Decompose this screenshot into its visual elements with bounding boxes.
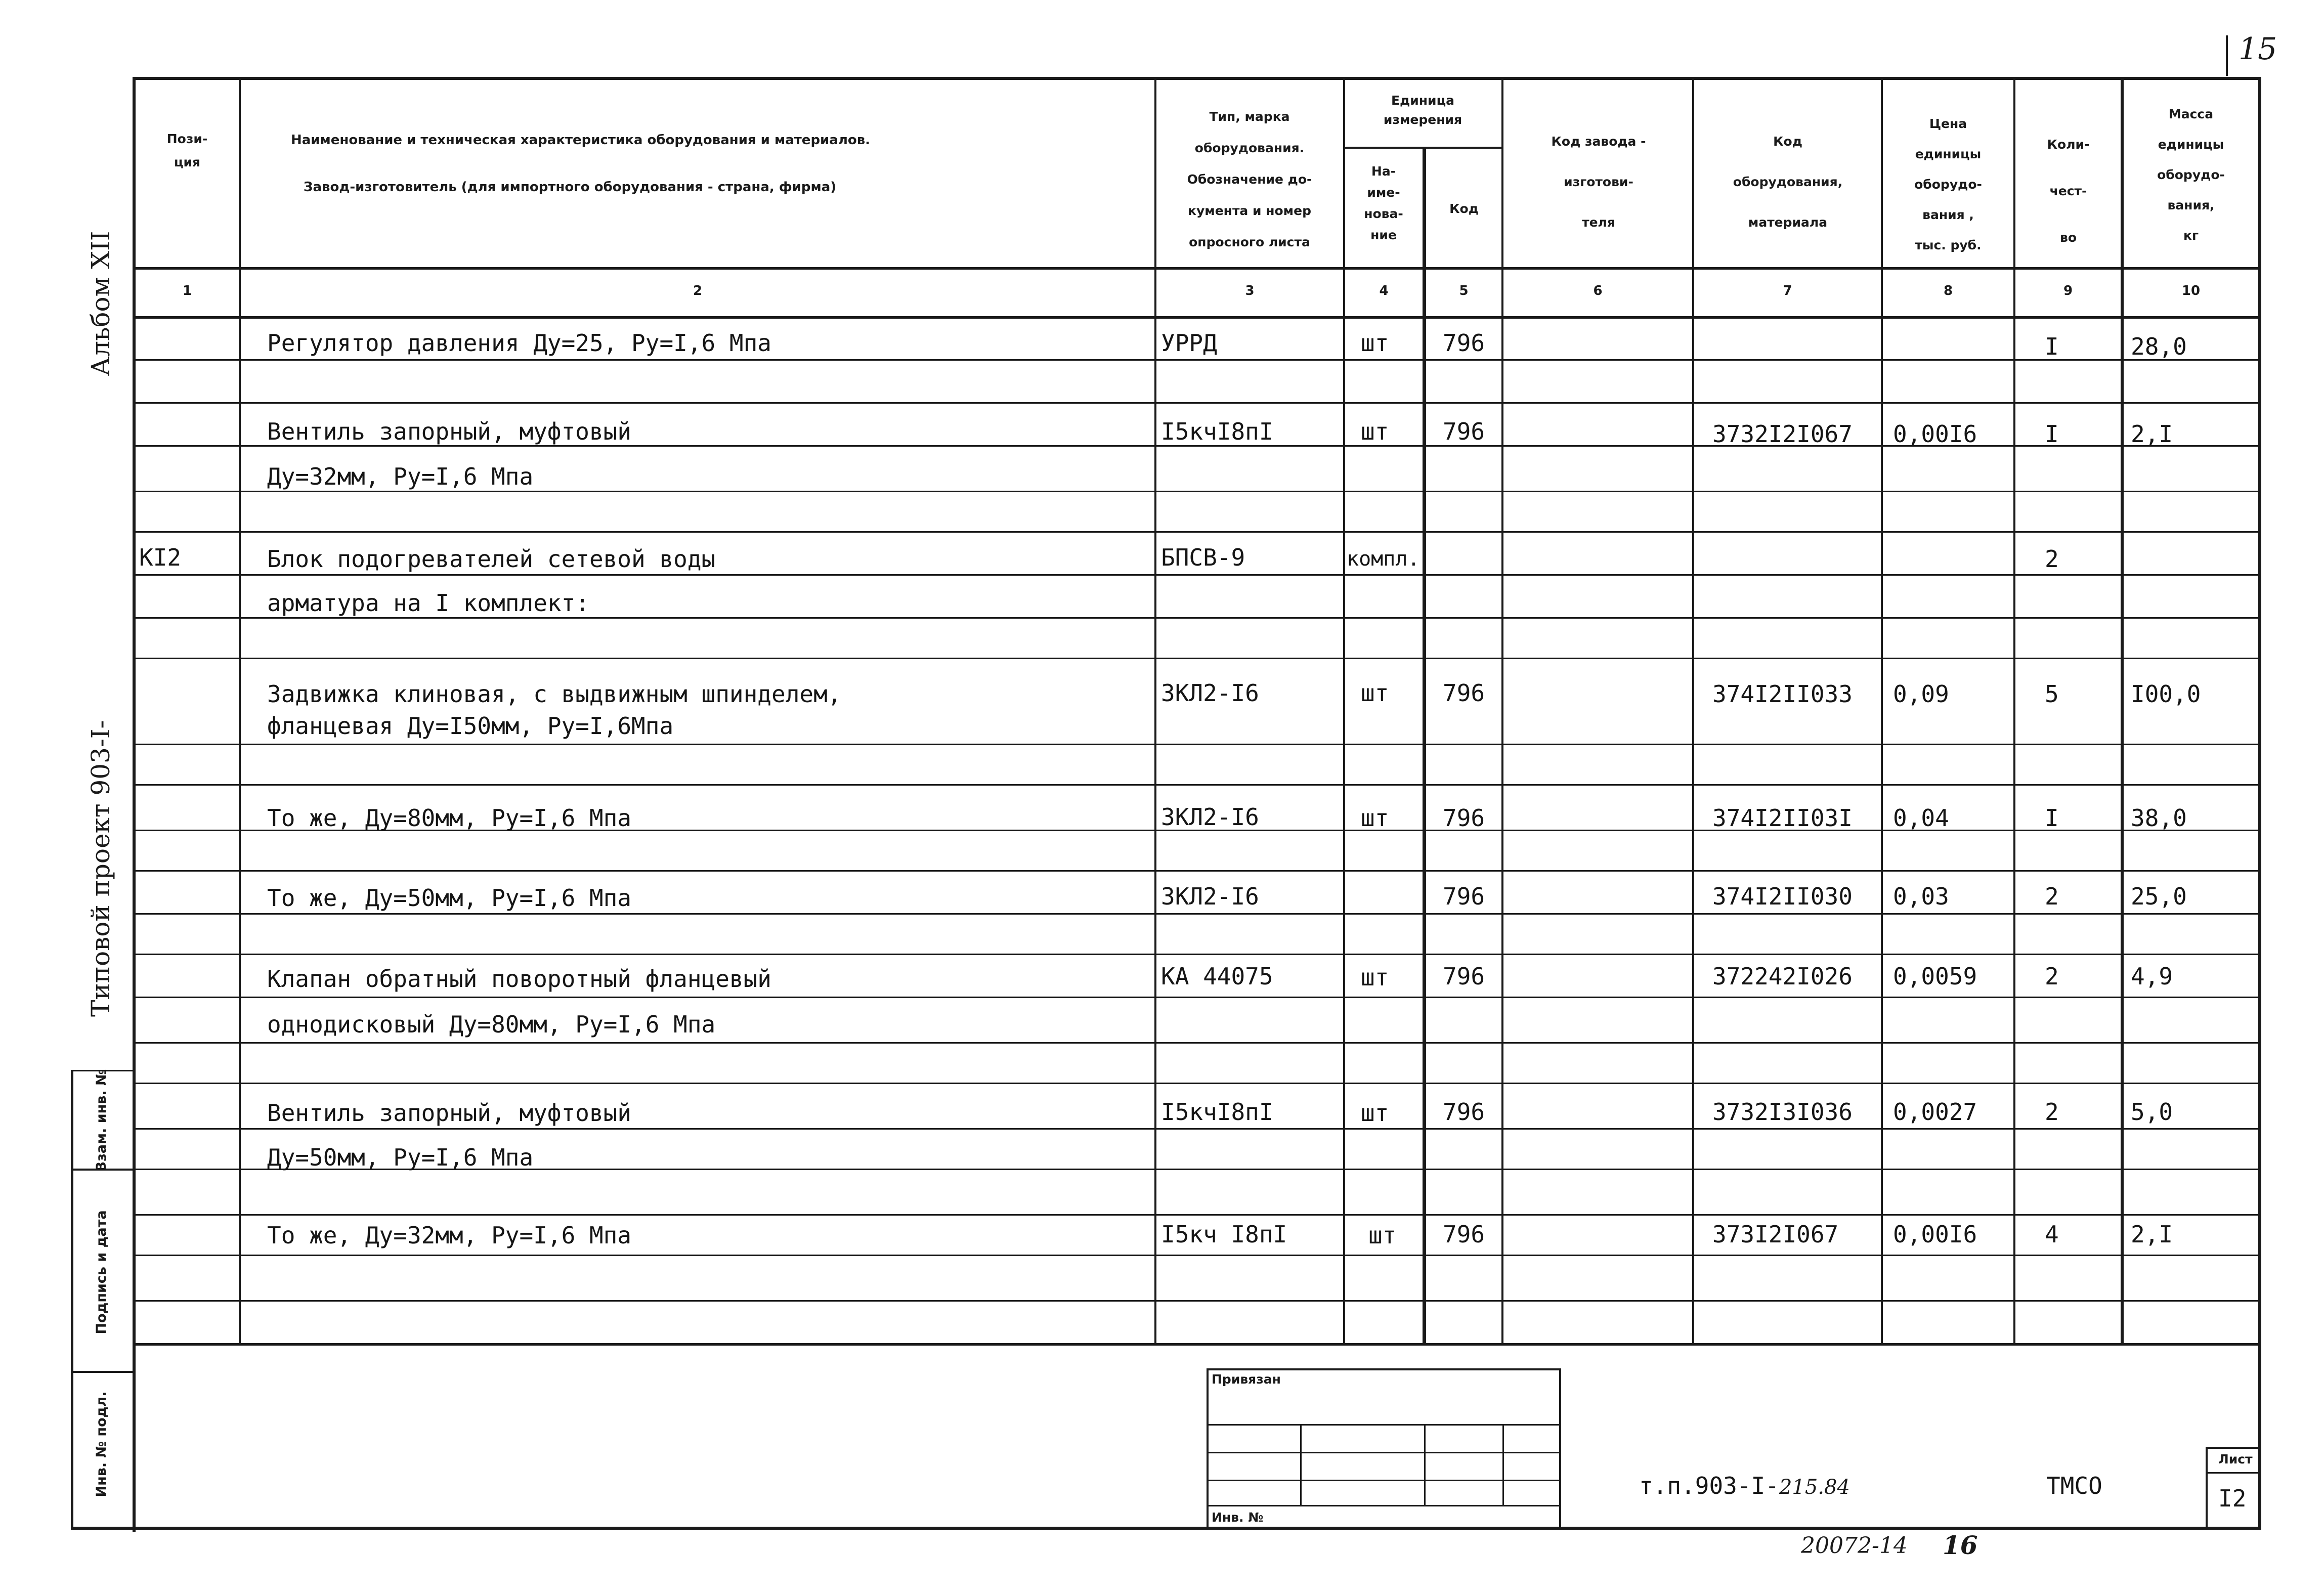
side-strip-left bbox=[71, 1070, 73, 1529]
row-line bbox=[133, 954, 2261, 955]
table-row-name: Ду=50мм, Ру=I,6 Мпа bbox=[267, 1144, 534, 1171]
table-row-type: КА 44075 bbox=[1161, 963, 1273, 990]
table-row-price: 0,00I6 bbox=[1893, 1221, 1977, 1248]
side-field-inv-podl: Инв. № подл. bbox=[94, 1391, 109, 1497]
table-row-type: 3КЛ2-I6 bbox=[1161, 883, 1259, 910]
stamp-grid-h3 bbox=[1207, 1480, 1561, 1481]
header-unit-name: На- име- нова- ние bbox=[1364, 164, 1403, 242]
colnum-1: 1 bbox=[182, 283, 192, 298]
unit-group-line bbox=[1343, 147, 1503, 149]
table-row-material-code: 373I2I067 bbox=[1712, 1221, 1839, 1248]
table-row-qty: 2 bbox=[2045, 545, 2059, 573]
table-row-mass: 2,I bbox=[2131, 1221, 2173, 1248]
table-row-qty: 2 bbox=[2045, 883, 2059, 910]
colnum-3: 3 bbox=[1245, 283, 1255, 298]
table-row-mass: 28,0 bbox=[2131, 333, 2187, 360]
header-unit-price: Цена единицы оборудо- вания , тыс. руб. bbox=[1914, 116, 1982, 252]
table-row-name: То же, Ду=80мм, Ру=I,6 Мпа bbox=[267, 804, 632, 832]
table-row-price: 0,0027 bbox=[1893, 1098, 1977, 1126]
table-row-price: 0,00I6 bbox=[1893, 420, 1977, 448]
table-row-qty: 2 bbox=[2045, 963, 2059, 990]
table-row-price: 0,0059 bbox=[1893, 963, 1977, 990]
table-row-unit: шт bbox=[1361, 329, 1389, 357]
table-row-name: То же, Ду=32мм, Ру=I,6 Мпа bbox=[267, 1222, 632, 1249]
side-field-signature-date: Подпись и дата bbox=[94, 1210, 109, 1334]
table-row-name: однодисковый Ду=80мм, Ру=I,6 Мпа bbox=[267, 1011, 716, 1038]
table-row-name: Клапан обратный поворотный фланцевый bbox=[267, 965, 771, 993]
table-row-unit: шт bbox=[1361, 804, 1389, 832]
stamp-inv-label: Инв. № bbox=[1212, 1510, 1264, 1525]
colnum-4: 4 bbox=[1379, 283, 1389, 298]
row-line bbox=[133, 1083, 2261, 1084]
table-row-code: 796 bbox=[1443, 329, 1485, 357]
sheet-label: Лист bbox=[2218, 1452, 2253, 1467]
colnum-7: 7 bbox=[1783, 283, 1792, 298]
table-row-qty: I bbox=[2045, 804, 2059, 832]
document-code bbox=[1639, 1472, 1850, 1499]
row-line bbox=[133, 1214, 2261, 1216]
stamp-grid-h2 bbox=[1207, 1452, 1561, 1453]
table-row-type: I5кч I8пI bbox=[1161, 1221, 1287, 1248]
frame-right bbox=[2258, 77, 2261, 1529]
table-row-mass: 2,I bbox=[2131, 420, 2173, 448]
row-line bbox=[133, 870, 2261, 872]
document-code-hand: 215.84 bbox=[1779, 1476, 1850, 1499]
table-row-type: 3КЛ2-I6 bbox=[1161, 803, 1259, 831]
colnum-9: 9 bbox=[2063, 283, 2073, 298]
table-row-name: Ду=32мм, Ру=I,6 Мпа bbox=[267, 463, 534, 490]
table-row-name: Вентиль запорный, муфтовый bbox=[267, 418, 632, 445]
row-line bbox=[133, 784, 2261, 786]
table-row-mass: 4,9 bbox=[2131, 963, 2173, 990]
stamp-grid-h1 bbox=[1207, 1424, 1561, 1426]
header-plant-code: Код завода - изготови- теля bbox=[1551, 134, 1646, 230]
table-row-name: Задвижка клиновая, с выдвижным шпинделем, bbox=[267, 680, 842, 708]
table-row-material-code: 374I2II030 bbox=[1712, 883, 1853, 910]
sheet-box-left bbox=[2206, 1447, 2208, 1529]
document-code-printed: т.п.903-I- bbox=[1639, 1472, 1779, 1499]
table-row-code: 796 bbox=[1443, 679, 1485, 707]
table-row-type: I5кчI8пI bbox=[1161, 418, 1273, 445]
document-mark: ТМСО bbox=[2046, 1472, 2102, 1499]
row-line bbox=[133, 1255, 2261, 1256]
table-row-type: I5кчI8пI bbox=[1161, 1098, 1273, 1126]
table-row-material-code: 3732I3I036 bbox=[1712, 1098, 1853, 1126]
table-row-code: 796 bbox=[1443, 418, 1485, 445]
table-bottom bbox=[133, 1343, 2261, 1346]
header-mass: Масса единицы оборудо- вания, кг bbox=[2157, 107, 2225, 243]
table-row-name: Регулятор давления Ду=25, Ру=I,6 Мпа bbox=[267, 329, 771, 357]
row-line bbox=[133, 531, 2261, 533]
colnum-8: 8 bbox=[1943, 283, 1953, 298]
table-row-mass: 5,0 bbox=[2131, 1098, 2173, 1126]
table-row-position: KI2 bbox=[139, 544, 182, 571]
table-row-material-code: 372242I026 bbox=[1712, 963, 1853, 990]
footer-order-number: 20072-14 bbox=[1801, 1533, 1908, 1559]
side-strip-div2 bbox=[71, 1371, 136, 1373]
stamp-grid-v2 bbox=[1424, 1424, 1426, 1505]
table-row-qty: I bbox=[2045, 333, 2059, 360]
page-number: 15 bbox=[2239, 31, 2277, 67]
stamp-grid-h4 bbox=[1207, 1505, 1561, 1506]
table-row-mass: 38,0 bbox=[2131, 804, 2187, 832]
table-row-material-code: 3732I2I067 bbox=[1712, 420, 1853, 448]
row-line bbox=[133, 1042, 2261, 1044]
row-line bbox=[133, 402, 2261, 404]
header-quantity: Коли- чест- во bbox=[2047, 137, 2090, 245]
colnum-bottom bbox=[133, 316, 2261, 319]
frame-top bbox=[133, 77, 2261, 80]
table-row-unit: шт bbox=[1361, 1099, 1389, 1127]
table-row-name: арматура на I комплект: bbox=[267, 589, 589, 617]
sheet-box-top bbox=[2206, 1447, 2261, 1449]
table-row-type: 3КЛ2-I6 bbox=[1161, 679, 1259, 707]
table-row-unit: компл. bbox=[1347, 547, 1420, 571]
row-line bbox=[133, 997, 2261, 998]
header-material-code: Код оборудования, материала bbox=[1733, 134, 1843, 230]
header-name-line2: Завод-изготовитель (для импортного оборудования - страна, фирма) bbox=[304, 180, 837, 195]
colnum-10: 10 bbox=[2181, 283, 2201, 298]
header-type: Тип, марка оборудования. Обозначение до- кумента и номер опросного листа bbox=[1187, 109, 1312, 249]
row-line bbox=[133, 1300, 2261, 1302]
table-row-code: 796 bbox=[1443, 883, 1485, 910]
header-unit-code: Код bbox=[1449, 201, 1479, 216]
stamp-linked-label: Привязан bbox=[1212, 1372, 1281, 1387]
table-row-type: УРРД bbox=[1161, 329, 1217, 357]
sheet-box-mid bbox=[2206, 1472, 2261, 1474]
table-row-price: 0,09 bbox=[1893, 680, 1949, 708]
project-label: Типовой проект 903-I- bbox=[86, 720, 115, 1017]
table-row-name: Блок подогревателей сетевой воды bbox=[267, 545, 716, 573]
table-row-name: фланцевая Ду=I50мм, Ру=I,6Мпа bbox=[267, 712, 674, 740]
table-row-type: БПСВ-9 bbox=[1161, 544, 1245, 571]
header-bottom bbox=[133, 267, 2261, 270]
table-row-material-code: 374I2II033 bbox=[1712, 680, 1853, 708]
colnum-6: 6 bbox=[1593, 283, 1603, 298]
table-row-mass: 25,0 bbox=[2131, 883, 2187, 910]
table-row-code: 796 bbox=[1443, 804, 1485, 832]
table-row-unit: шт bbox=[1368, 1222, 1397, 1249]
table-row-name: Вентиль запорный, муфтовый bbox=[267, 1099, 632, 1127]
stamp-grid-v3 bbox=[1502, 1424, 1504, 1505]
table-row-price: 0,04 bbox=[1893, 804, 1949, 832]
stamp-box-top bbox=[1207, 1368, 1561, 1370]
side-field-vzam-inv: Взам. инв. № bbox=[94, 1069, 109, 1172]
frame-bottom bbox=[71, 1527, 2261, 1530]
stamp-grid-v1 bbox=[1300, 1424, 1302, 1505]
row-line bbox=[133, 359, 2261, 361]
table-row-unit: шт bbox=[1361, 679, 1389, 707]
table-row-qty: 5 bbox=[2045, 680, 2059, 708]
row-line bbox=[133, 1128, 2261, 1130]
header-unit-group: Единица измерения bbox=[1383, 93, 1462, 127]
row-line bbox=[133, 658, 2261, 659]
table-row-code: 796 bbox=[1443, 1221, 1485, 1248]
row-line bbox=[133, 913, 2261, 915]
row-line bbox=[133, 574, 2261, 576]
table-row-material-code: 374I2II03I bbox=[1712, 804, 1853, 832]
table-row-price: 0,03 bbox=[1893, 883, 1949, 910]
vline-c4 bbox=[1423, 147, 1426, 1346]
sheet-number: I2 bbox=[2218, 1485, 2247, 1512]
table-row-code: 796 bbox=[1443, 1098, 1485, 1126]
header-name-line1: Наименование и техническая характеристика оборудования и материалов. bbox=[291, 133, 871, 148]
row-line bbox=[133, 744, 2261, 745]
table-row-qty: I bbox=[2045, 420, 2059, 448]
table-row-qty: 4 bbox=[2045, 1221, 2059, 1248]
table-row-unit: шт bbox=[1361, 418, 1389, 445]
colnum-5: 5 bbox=[1459, 283, 1469, 298]
header-position: Пози- ция bbox=[166, 132, 208, 169]
table-row-qty: 2 bbox=[2045, 1098, 2059, 1126]
footer-page-number: 16 bbox=[1943, 1530, 1978, 1560]
table-row-unit: шт bbox=[1361, 964, 1389, 991]
table-row-code: 796 bbox=[1443, 963, 1485, 990]
colnum-2: 2 bbox=[693, 283, 703, 298]
table-row-mass: I00,0 bbox=[2131, 680, 2201, 708]
table-row-name: То же, Ду=50мм, Ру=I,6 Мпа bbox=[267, 884, 632, 912]
album-label: Альбом XII bbox=[86, 231, 115, 376]
page-number-mark bbox=[2226, 35, 2228, 76]
